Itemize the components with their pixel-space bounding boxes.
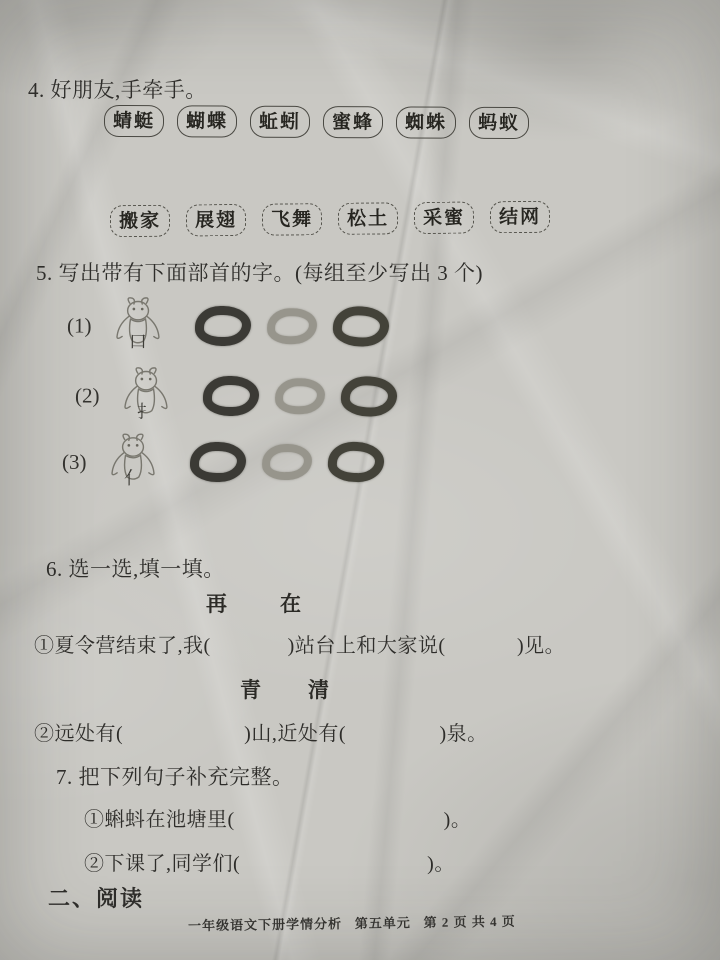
radical-label: 亻 — [124, 468, 142, 488]
group-number: (1) — [66, 312, 92, 338]
frog-mascot-icon — [119, 366, 173, 426]
question-7-title: 7. 把下列句子补充完整。 — [56, 765, 294, 789]
word-bubble: 采蜜 — [414, 201, 474, 234]
answer-oval — [203, 376, 259, 416]
question-6-title: 6. 选一选,填一填。 — [46, 557, 225, 581]
answer-oval — [195, 306, 251, 346]
answer-oval — [332, 305, 389, 347]
page-footer: 一年级语文下册学情分析 第五单元 第 2 页 共 4 页 — [187, 913, 516, 934]
word-bubble: 蜜蜂 — [323, 106, 383, 138]
word-bubble: 蚯蚓 — [250, 106, 310, 138]
radical-label: 口 — [128, 331, 147, 352]
question-5-title: 5. 写出带有下面部首的字。(每组至少写出 3 个) — [36, 261, 483, 285]
answer-oval — [190, 442, 246, 482]
word-bubble: 展翅 — [186, 204, 246, 237]
complete-sentence-2: ②下课了,同学们( )。 — [84, 853, 455, 875]
word-bubble: 蜘蛛 — [396, 106, 456, 138]
word-bubbles-insects — [104, 105, 529, 139]
radical-group-row — [67, 295, 389, 356]
fill-blank-sentence-1: ①夏令营结束了,我( )站台上和大家说( )见。 — [34, 635, 566, 657]
choice-word: 再 — [206, 592, 228, 616]
frog-mascot-icon — [106, 432, 160, 492]
choice-pair-qing — [240, 674, 330, 704]
group-number: (2) — [74, 382, 100, 408]
question-4-title: 4. 好朋友,手牵手。 — [28, 78, 207, 102]
word-bubble: 飞舞 — [262, 203, 322, 236]
answer-oval — [327, 441, 384, 483]
choice-word: 清 — [308, 678, 330, 702]
answer-oval — [274, 377, 325, 415]
word-bubble: 松土 — [338, 202, 398, 235]
choice-word: 在 — [280, 592, 302, 616]
complete-sentence-1: ①蝌蚪在池塘里( )。 — [84, 809, 472, 831]
radical-group-row — [62, 432, 384, 492]
radical-group-row — [75, 365, 397, 426]
frog-mascot-icon — [111, 296, 165, 356]
word-bubble: 搬家 — [110, 205, 170, 238]
choice-word: 青 — [240, 678, 262, 702]
fill-blank-sentence-2: ②远处有( )山,近处有( )泉。 — [34, 723, 488, 745]
choice-pair-zai — [206, 588, 302, 618]
word-bubble: 蜻蜓 — [104, 105, 164, 137]
answer-oval — [266, 307, 317, 345]
group-number: (3) — [62, 449, 87, 474]
word-bubble: 结网 — [490, 201, 550, 234]
radical-label: 扌 — [136, 401, 155, 422]
word-bubbles-actions — [110, 201, 550, 238]
answer-oval — [340, 375, 397, 417]
section-2-heading: 二、阅读 — [48, 886, 145, 911]
answer-oval — [261, 443, 312, 481]
radical-groups — [62, 296, 384, 500]
word-bubble: 蝴蝶 — [177, 105, 237, 137]
word-bubble: 蚂蚁 — [469, 107, 529, 139]
